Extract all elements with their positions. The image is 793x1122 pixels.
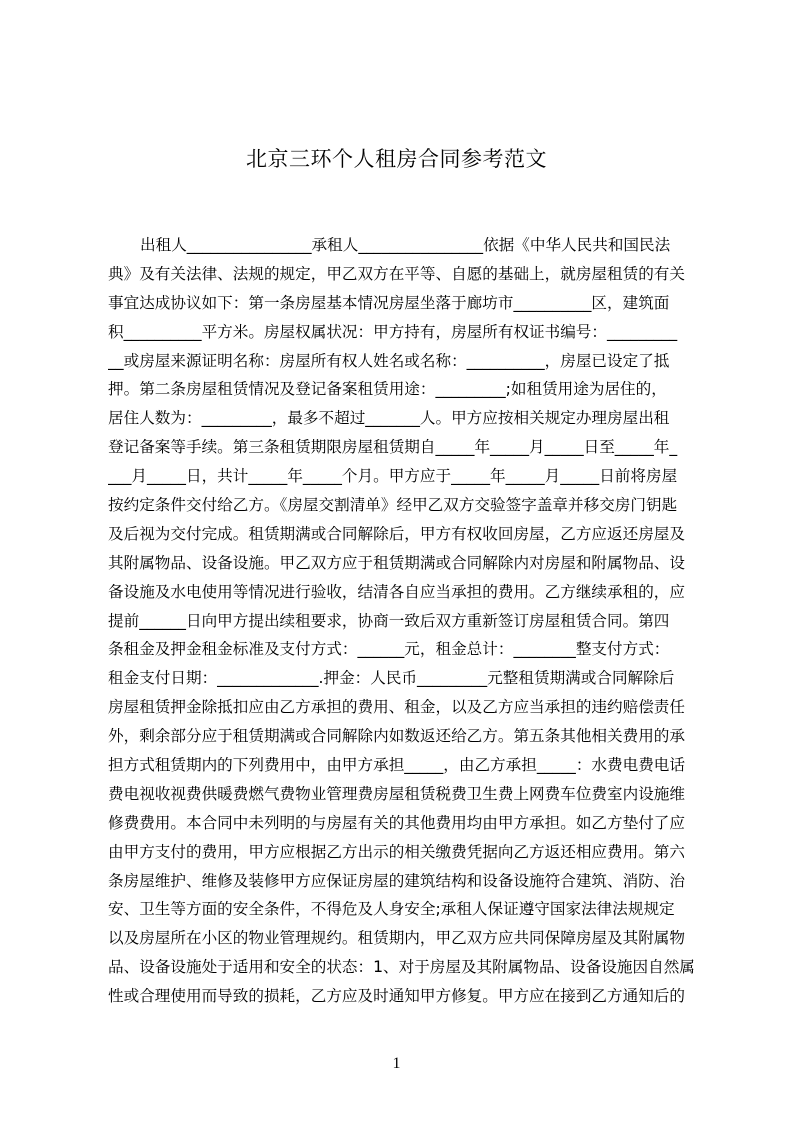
text-line: 出租人________________承租人________________依据《中华人民共和国民法 xyxy=(140,236,671,254)
text-line: 费电视收视费供暖费燃气费物业管理费房屋租赁税费卫生费上网费车位费室内设施维 xyxy=(108,784,685,803)
text-line: 条房屋维护、维修及装修甲方应保证房屋的建筑结构和设备设施符合建筑、消防、治 xyxy=(108,871,685,890)
text-line: 担方式租赁期内的下列费用中，由甲方承担_____，由乙方承担_____：水费电费电话 xyxy=(108,756,685,775)
text-line: ___月_____日，共计_____年_____个月。甲方应于_____年_____月_____日前将房屋 xyxy=(108,467,678,486)
text-line: 房屋租赁押金除抵扣应由乙方承担的费用、租金，以及乙方应当承担的违约赔偿责任 xyxy=(108,698,685,717)
document-body xyxy=(108,231,698,1011)
text-line: 由甲方支付的费用，甲方应根据乙方出示的相关缴费凭据向乙方返还相应费用。第六 xyxy=(108,842,685,861)
text-line: 其附属物品、设备设施。甲乙双方应于租赁期满或合同解除内对房屋和附属物品、设 xyxy=(108,553,685,572)
text-line: 押。第二条房屋租赁情况及登记备案租赁用途：_________;如租赁用途为居住的， xyxy=(108,380,667,399)
text-line: __或房屋来源证明名称：房屋所有权人姓名或名称：__________，房屋已设定了抵 xyxy=(108,351,670,370)
text-line: 外，剩余部分应于租赁期满或合同解除内如数返还给乙方。第五条其他相关费用的承 xyxy=(108,727,685,746)
text-line: 居住人数为：_________，最多不超过_______人。甲方应按相关规定办理房屋出租 xyxy=(108,409,670,428)
text-line: 修费费用。本合同中未列明的与房屋有关的其他费用均由甲方承担。如乙方垫付了应 xyxy=(108,813,685,832)
text-line: 典》及有关法律、法规的规定，甲乙双方在平等、自愿的基础上，就房屋租赁的有关 xyxy=(108,264,685,283)
text-line: 安、卫生等方面的安全条件，不得危及人身安全;承租人保证遵守国家法律法规规定 xyxy=(108,900,675,919)
text-line: 事宜达成协议如下：第一条房屋基本情况房屋坐落于廊坊市__________区，建筑面 xyxy=(108,293,670,312)
text-line: 租金支付日期：_____________.押金：人民币_________元整租赁期满或合同解除后 xyxy=(108,669,675,688)
text-line: 性或合理使用而导致的损耗，乙方应及时通知甲方修复。甲方应在接到乙方通知后的 xyxy=(108,987,685,1006)
text-line: 提前______日向甲方提出续租要求，协商一致后双方重新签订房屋租赁合同。第四 xyxy=(108,611,670,630)
text-line: 品、设备设施处于适用和安全的状态：1、对于房屋及其附属物品、设备设施因自然属 xyxy=(108,958,695,977)
text-line: 备设施及水电使用等情况进行验收，结清各自应当承担的费用。乙方继续承租的，应 xyxy=(108,582,685,601)
page-number: 1 xyxy=(392,1055,401,1072)
text-line: 按约定条件交付给乙方。《房屋交割清单》经甲乙双方交验签字盖章并移交房门钥匙 xyxy=(108,496,678,515)
text-line: 以及房屋所在小区的物业管理规约。租赁期内，甲乙双方应共同保障房屋及其附属物 xyxy=(108,929,685,948)
text-line: 登记备案等手续。第三条租赁期限房屋租赁期自_____年_____月_____日至_____年_ xyxy=(108,438,678,457)
document-title: 北京三环个人租房合同参考范文 xyxy=(246,147,547,171)
text-line: 条租金及押金租金标准及支付方式：______元，租金总计：________整支付方式： xyxy=(108,640,670,659)
text-line: 积__________平方米。房屋权属状况：甲方持有，房屋所有权证书编号：_________ xyxy=(108,322,678,341)
text-line: 及后视为交付完成。租赁期满或合同解除后，甲方有权收回房屋，乙方应返还房屋及 xyxy=(108,524,685,543)
